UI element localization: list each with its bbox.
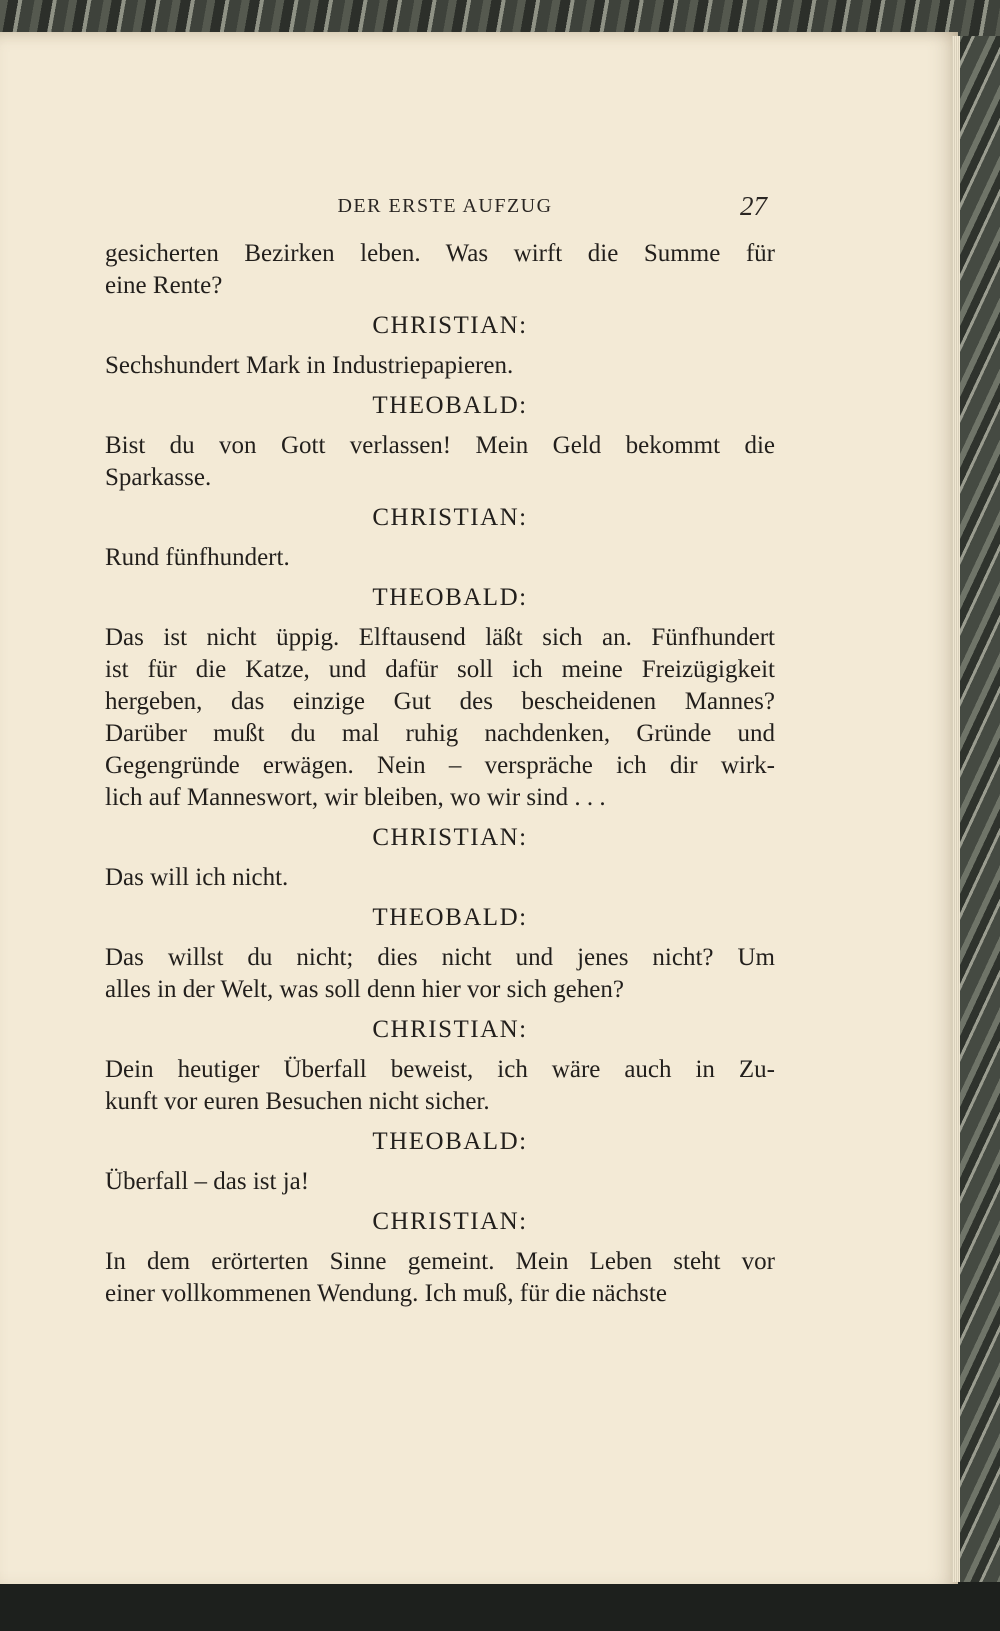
page-edge — [952, 36, 960, 1582]
speech-line: kunft vor euren Besuchen nicht sicher. — [105, 1088, 490, 1115]
speech-line: lich auf Manneswort, wir bleiben, wo wir sind . . . — [105, 784, 606, 811]
speech-line: gesicherten Bezirken leben. Was wirft die Summe für — [105, 240, 775, 267]
speech-block — [105, 542, 775, 574]
speaker-name: CHRISTIAN: — [372, 1208, 528, 1235]
speech-line: Sparkasse. — [105, 464, 212, 491]
speech-line: Überfall – das ist ja! — [105, 1168, 310, 1195]
speech-line: Das ist nicht üppig. Elftausend läßt sich an. Fünfhundert — [105, 624, 775, 651]
page-number: 27 — [740, 191, 767, 221]
speech-line: Dein heutiger Überfall beweist, ich wäre auch in Zu- — [105, 1056, 775, 1083]
speech-block — [105, 238, 775, 302]
speaker-name: THEOBALD: — [372, 904, 528, 931]
speech-line: hergeben, das einzige Gut des bescheidenen Mannes? — [105, 688, 775, 715]
speaker-name: THEOBALD: — [372, 1128, 528, 1155]
speech-line: Rund fünfhundert. — [105, 544, 290, 571]
play-text — [105, 238, 775, 1310]
speech-line: Das will ich nicht. — [105, 864, 289, 891]
speaker-name: THEOBALD: — [372, 584, 528, 611]
speech-line: In dem erörterten Sinne gemeint. Mein Leben steht vor — [105, 1248, 775, 1275]
running-head — [0, 191, 958, 225]
speech-line: einer vollkommenen Wendung. Ich muß, für die nächste — [105, 1280, 667, 1307]
speech-block — [105, 862, 775, 894]
speaker-name: CHRISTIAN: — [372, 1016, 528, 1043]
speech-line: Gegengründe erwägen. Nein – verspräche ich dir wirk- — [105, 752, 775, 779]
speech-block — [105, 942, 775, 1006]
speaker-name: CHRISTIAN: — [372, 824, 528, 851]
speech-block — [105, 622, 775, 814]
speech-block — [105, 430, 775, 494]
marbled-cover-top — [0, 0, 1000, 36]
speech-line: Sechshundert Mark in Industriepapieren. — [105, 352, 514, 379]
speech-block — [105, 1054, 775, 1118]
cover-bottom-edge — [0, 1582, 1000, 1631]
speaker-name: THEOBALD: — [372, 392, 528, 419]
speech-block — [105, 1166, 775, 1198]
speech-line: Das willst du nicht; dies nicht und jenes nicht? Um — [105, 944, 775, 971]
speaker-name: CHRISTIAN: — [372, 504, 528, 531]
speech-line: alles in der Welt, was soll denn hier vor sich gehen? — [105, 976, 624, 1003]
speech-line: Bist du von Gott verlassen! Mein Geld bekommt die — [105, 432, 775, 459]
speaker-name: CHRISTIAN: — [372, 312, 528, 339]
speech-block — [105, 350, 775, 382]
speech-line: eine Rente? — [105, 272, 223, 299]
speech-block — [105, 1246, 775, 1310]
running-title: DER ERSTE AUFZUG — [337, 195, 553, 217]
speech-line: Darüber mußt du mal ruhig nachdenken, Gründe und — [105, 720, 775, 747]
speech-line: ist für die Katze, und dafür soll ich meine Freizügigkeit — [105, 656, 775, 683]
